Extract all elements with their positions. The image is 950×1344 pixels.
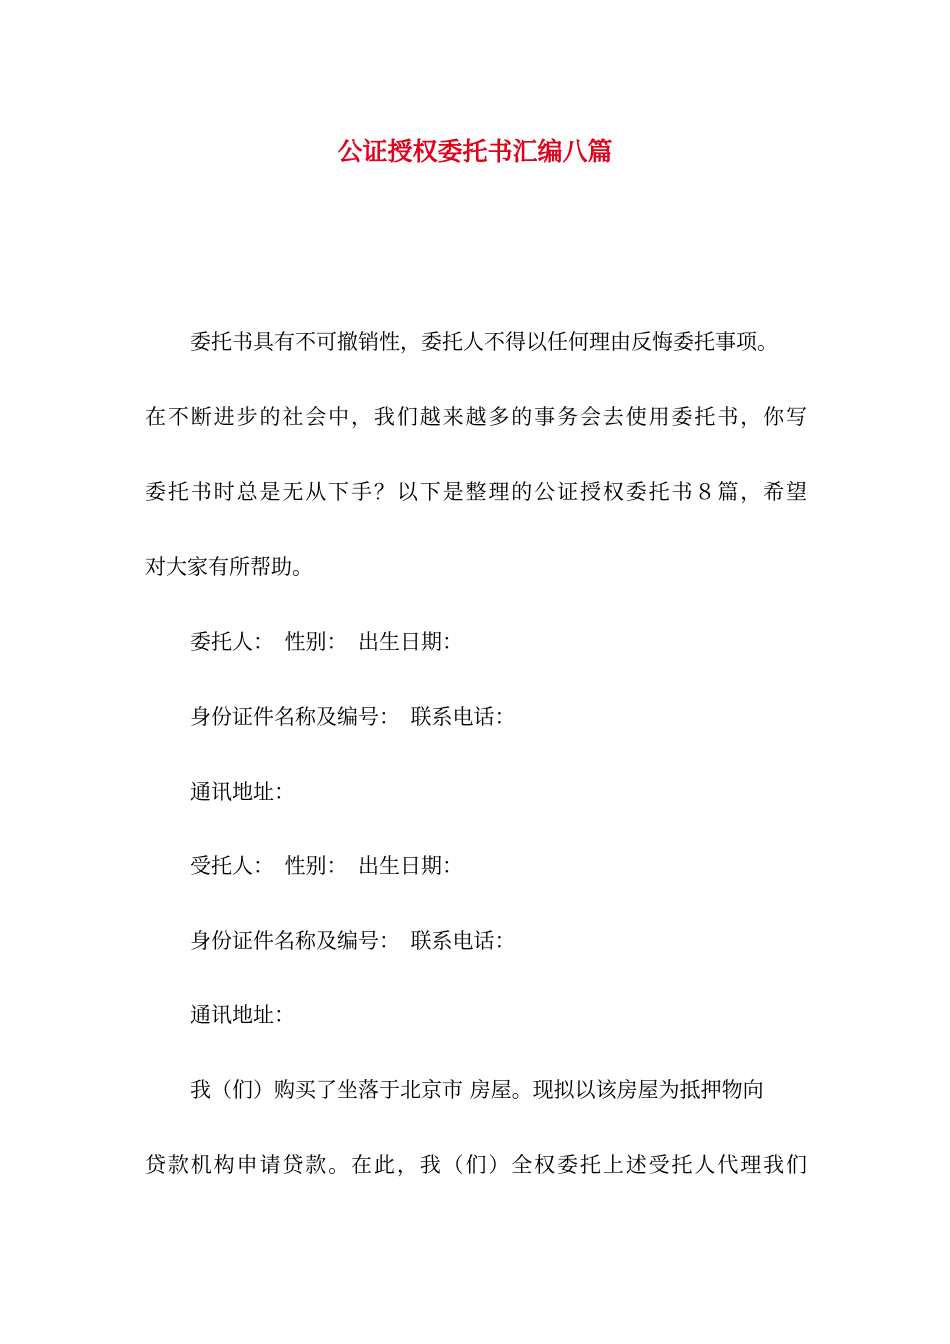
paragraph-line: 对大家有所帮助。 xyxy=(145,555,313,579)
paragraph-line: 贷款机构申请贷款。在此，我（们）全权委托上述受托人代理我们 xyxy=(145,1153,807,1177)
paragraph-line: 委托书具有不可撤销性，委托人不得以任何理由反悔委托事项。 xyxy=(190,330,778,354)
document-title: 公证授权委托书汇编八篇 xyxy=(337,137,613,166)
form-field-line: 身份证件名称及编号： 联系电话： xyxy=(190,929,516,953)
paragraph-line: 在不断进步的社会中，我们越来越多的事务会去使用委托书，你写 xyxy=(145,405,807,429)
form-field-line: 委托人： 性别： 出生日期： xyxy=(190,630,463,654)
form-field-line: 通讯地址： xyxy=(190,1003,295,1027)
paragraph-line: 委托书时总是无从下手？以下是整理的公证授权委托书８篇，希望 xyxy=(145,480,807,504)
paragraph-line: 我（们）购买了坐落于北京市 房屋。现拟以该房屋为抵押物向 xyxy=(190,1078,764,1102)
form-field-line: 通讯地址： xyxy=(190,780,295,804)
form-field-line: 受托人： 性别： 出生日期： xyxy=(190,854,463,878)
form-field-line: 身份证件名称及编号： 联系电话： xyxy=(190,705,516,729)
